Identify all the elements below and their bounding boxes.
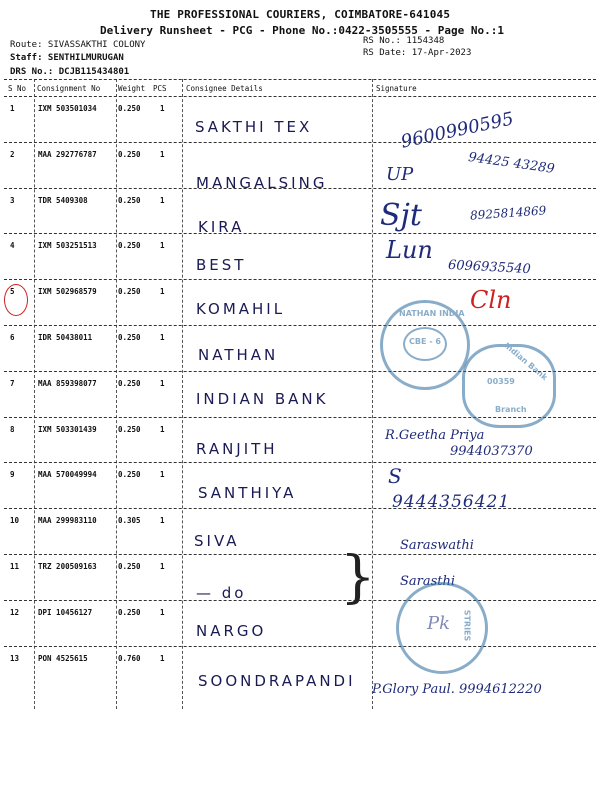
row-consignment: IXM 503301439 xyxy=(38,424,97,434)
signature-row11: Sarasthi xyxy=(400,574,456,589)
row-weight: 0.250 xyxy=(118,470,141,480)
row-consignee-handwritten: KIRA xyxy=(198,218,245,236)
row-sno: 6 xyxy=(10,333,15,342)
row-weight: 0.760 xyxy=(118,653,141,663)
row-weight: 0.250 xyxy=(118,607,141,617)
col-header-pcs: PCS xyxy=(153,84,167,93)
drs-number: DRS No.: DCJB115434801 xyxy=(10,67,130,77)
row-consignee-handwritten: BEST xyxy=(196,256,247,274)
row-consignment: MAA 570049994 xyxy=(38,470,97,480)
row-pcs: 1 xyxy=(160,653,165,663)
row-sno: 9 xyxy=(10,470,15,480)
row-pcs: 1 xyxy=(160,516,165,526)
row-sno: 10 xyxy=(10,516,20,526)
row-consignee-handwritten: SIVA xyxy=(194,532,240,550)
column-divider xyxy=(116,79,117,709)
soundra-stamp-text: STRIES xyxy=(462,609,472,642)
row-consignee-handwritten: NATHAN xyxy=(198,346,279,364)
row-pcs: 1 xyxy=(160,241,165,251)
row-pcs: 1 xyxy=(160,333,165,342)
col-header-weight: Weight xyxy=(118,84,146,93)
row-consignment: IXM 503251513 xyxy=(38,241,97,251)
row-weight: 0.250 xyxy=(118,241,141,251)
row-consignment: PON 4525615 xyxy=(38,653,88,663)
row-sno: 7 xyxy=(10,378,15,388)
row-pcs: 1 xyxy=(160,424,165,434)
col-header-signature: Signature xyxy=(376,84,417,93)
rs-date: RS Date: 17-Apr-2023 xyxy=(363,48,472,58)
row-pcs: 1 xyxy=(160,104,165,113)
company-title: THE PROFESSIONAL COURIERS, COIMBATORE-641045 xyxy=(150,8,451,21)
row-separator xyxy=(4,600,596,601)
row-separator xyxy=(4,188,596,189)
runsheet-subtitle: Delivery Runsheet - PCG - Phone No.:0422-3505555 - Page No.:1 xyxy=(100,24,504,37)
row-consignment: TDR 5409308 xyxy=(38,195,88,205)
row5-circle-mark xyxy=(4,284,28,316)
row-sno: 8 xyxy=(10,424,15,434)
signature-row8-name: R.Geetha Priya xyxy=(385,428,485,443)
row-weight: 0.250 xyxy=(118,287,141,297)
row-consignee-handwritten: SANTHIYA xyxy=(198,484,297,502)
signature-row3-mark: Sjt xyxy=(380,198,422,233)
row-consignee-handwritten: MANGALSING xyxy=(196,174,328,192)
row-sno: 3 xyxy=(10,195,15,205)
brace-mark: } xyxy=(340,545,376,610)
col-header-sno: S No xyxy=(8,84,27,93)
row-consignee-handwritten: INDIAN BANK xyxy=(196,390,329,408)
signature-row13: P.Glory Paul. 9994612220 xyxy=(372,682,542,697)
row-pcs: 1 xyxy=(160,149,165,159)
column-divider xyxy=(372,79,373,709)
row-consignee-handwritten: SOONDRAPANDI xyxy=(198,672,356,690)
nathan-stamp-text: NATHAN INDIA xyxy=(399,309,465,318)
signature-row3: 8925814869 xyxy=(469,203,547,223)
row-weight: 0.250 xyxy=(118,378,141,388)
signature-row2: 94425 43289 xyxy=(467,150,556,177)
signature-row5: Cln xyxy=(470,286,512,314)
signature-row4-mark: Lun xyxy=(386,236,433,264)
signature-row8: 9944037370 xyxy=(450,444,533,459)
row-separator xyxy=(4,142,596,143)
row-separator xyxy=(4,233,596,234)
row-consignee-handwritten: — do xyxy=(196,584,247,602)
signature-row10: Saraswathi xyxy=(400,538,474,553)
row-pcs: 1 xyxy=(160,287,165,297)
col-header-consignee: Consignee Details xyxy=(186,84,263,93)
column-divider xyxy=(182,79,183,709)
row-sno: 5 xyxy=(10,287,15,297)
soundra-stamp-signature: Pk xyxy=(427,613,451,634)
row-separator xyxy=(4,646,596,647)
soundra-stamp xyxy=(396,582,488,674)
row-consignee-handwritten: SAKTHI TEX xyxy=(195,118,313,136)
row-pcs: 1 xyxy=(160,470,165,480)
route-label: Route: SIVASSAKTHI COLONY xyxy=(10,40,146,50)
row-sno: 1 xyxy=(10,104,15,113)
row-consignee-handwritten: RANJITH xyxy=(196,440,278,458)
row-weight: 0.250 xyxy=(118,104,141,113)
bank-stamp-name: Indian Bank xyxy=(502,340,550,383)
header-rule xyxy=(4,96,596,97)
table-top-rule xyxy=(4,79,596,80)
row-consignment: MAA 299983110 xyxy=(38,516,97,526)
row-consignee-handwritten: KOMAHIL xyxy=(196,300,286,318)
row-separator xyxy=(4,279,596,280)
bank-stamp-branch: Branch xyxy=(495,405,527,414)
row-separator xyxy=(4,325,596,326)
row-consignee-handwritten: NARGO xyxy=(196,622,267,640)
row-weight: 0.305 xyxy=(118,516,141,526)
rs-number: RS No.: 1154348 xyxy=(363,36,445,46)
row-sno: 4 xyxy=(10,241,15,251)
signature-row1: 9600990595 xyxy=(399,108,516,153)
row-weight: 0.250 xyxy=(118,562,141,571)
row-consignment: IXM 502968579 xyxy=(38,287,97,297)
row-weight: 0.250 xyxy=(118,333,141,342)
row-weight: 0.250 xyxy=(118,195,141,205)
row-weight: 0.250 xyxy=(118,149,141,159)
row-sno: 2 xyxy=(10,149,15,159)
row-consignment: IXM 503501034 xyxy=(38,104,97,113)
row-consignment: MAA 292776787 xyxy=(38,149,97,159)
row-separator xyxy=(4,554,596,555)
signature-row9: 9444356421 xyxy=(392,492,511,512)
staff-label: Staff: SENTHILMURUGAN xyxy=(10,53,124,63)
row-pcs: 1 xyxy=(160,607,165,617)
row-separator xyxy=(4,462,596,463)
bank-stamp-code: 00359 xyxy=(487,377,515,386)
row-sno: 12 xyxy=(10,607,20,617)
row-consignment: MAA 859398077 xyxy=(38,378,97,388)
row-sno: 13 xyxy=(10,653,20,663)
row-consignment: TRZ 200509163 xyxy=(38,562,97,571)
row-sno: 11 xyxy=(10,562,20,571)
column-divider xyxy=(34,79,35,709)
row-pcs: 1 xyxy=(160,195,165,205)
row-pcs: 1 xyxy=(160,378,165,388)
nathan-stamp-inner-text: CBE - 6 xyxy=(409,337,441,346)
col-header-consignment: Consignment No xyxy=(37,84,101,93)
signature-row2-mark: UP xyxy=(386,164,414,185)
row-pcs: 1 xyxy=(160,562,165,571)
row-weight: 0.250 xyxy=(118,424,141,434)
signature-row9-mark: S xyxy=(388,464,402,488)
row-consignment: DPI 10456127 xyxy=(38,607,93,617)
nathan-stamp xyxy=(380,300,470,390)
indian-bank-stamp xyxy=(462,340,556,428)
row-consignment: IDR 50438011 xyxy=(38,333,93,342)
signature-row4: 6096935540 xyxy=(447,257,532,278)
